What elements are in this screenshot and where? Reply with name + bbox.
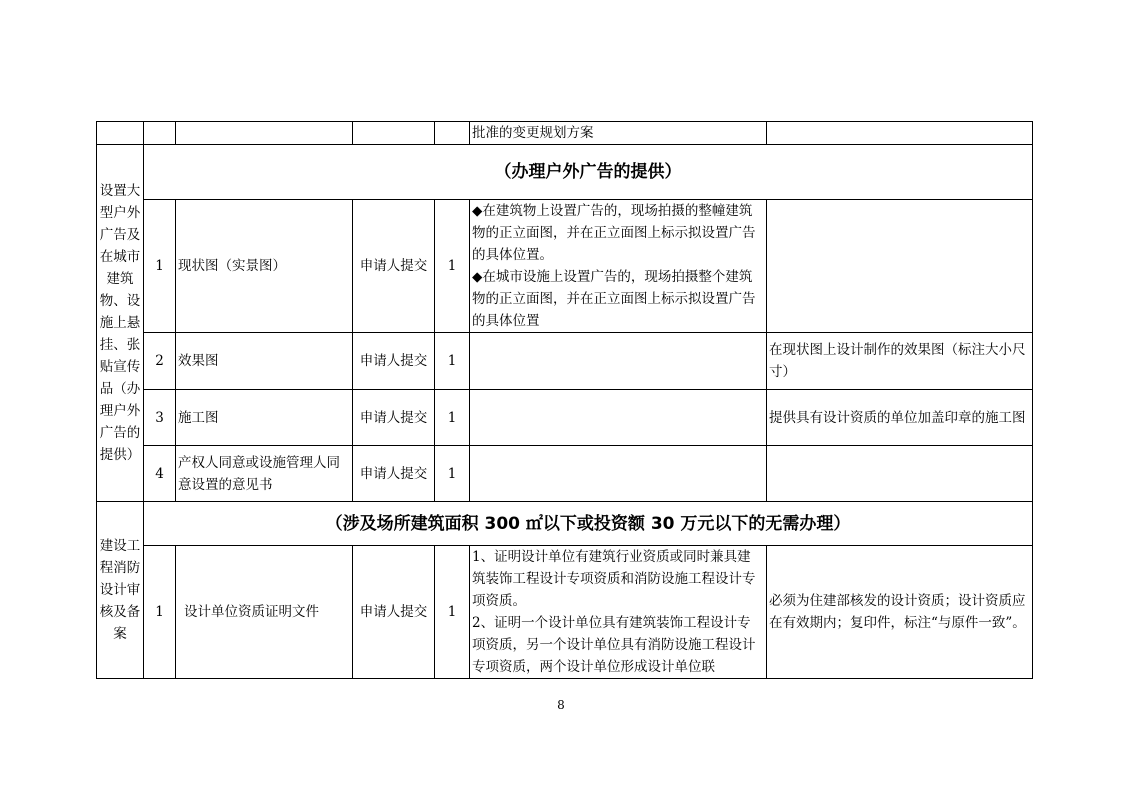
section-header-row — [97, 502, 1033, 546]
material-name: 效果图 — [176, 333, 353, 390]
copy-count: 1 — [435, 200, 470, 333]
row-number: 1 — [144, 200, 176, 333]
material-spec: ◆在建筑物上设置广告的，现场拍摄的整幢建筑物的正立面图，并在正立面图上标示拟设置广告的具体位置。 ◆在城市设施上设置广告的，现场拍摄整个建筑物的正立面图，并在正立面图上标示拟设置广告的具体位置 — [470, 200, 767, 333]
table-row — [97, 546, 1033, 679]
material-spec — [470, 390, 767, 446]
table-row — [97, 200, 1033, 333]
material-note: 必须为住建部核发的设计资质；设计资质应在有效期内；复印件，标注“与原件一致”。 — [767, 546, 1033, 679]
material-source: 申请人提交 — [353, 390, 435, 446]
material-source: 申请人提交 — [353, 333, 435, 390]
requirements-table — [96, 121, 1033, 679]
row-number: 4 — [144, 446, 176, 502]
copy-count: 1 — [435, 333, 470, 390]
material-note — [767, 446, 1033, 502]
page-number: 8 — [557, 698, 565, 712]
copy-count: 1 — [435, 390, 470, 446]
material-note: 在现状图上设计制作的效果图（标注大小尺寸） — [767, 333, 1033, 390]
table-row — [97, 333, 1033, 390]
row-number: 3 — [144, 390, 176, 446]
material-name: 产权人同意或设施管理人同意设置的意见书 — [176, 446, 353, 502]
section-title: （涉及场所建筑面积 300 ㎡以下或投资额 30 万元以下的无需办理） — [144, 502, 1033, 546]
row-number: 2 — [144, 333, 176, 390]
table-row — [97, 390, 1033, 446]
copy-count: 1 — [435, 546, 470, 679]
material-spec: 1、证明设计单位有建筑行业资质或同时兼具建筑装饰工程设计专项资质和消防设施工程设计专项资质。 2、证明一个设计单位具有建筑装饰工程设计专项资质，另一个设计单位具有消防设施工程设计专项资质，两个设计单位形成设计单位联 — [470, 546, 767, 679]
item-name-cell: 建设工程消防设计审核及备案 — [97, 502, 144, 679]
material-note — [767, 200, 1033, 333]
material-source: 申请人提交 — [353, 200, 435, 333]
table-row — [97, 122, 1033, 145]
item-name-cell: 设置大型户外广告及在城市建筑物、设施上悬挂、张贴宣传品（办理户外广告的提供） — [97, 145, 144, 502]
table-row — [97, 446, 1033, 502]
material-spec — [470, 333, 767, 390]
row-number: 1 — [144, 546, 176, 679]
material-name: 设计单位资质证明文件 — [176, 546, 353, 679]
material-note: 提供具有设计资质的单位加盖印章的施工图 — [767, 390, 1033, 446]
material-spec — [470, 446, 767, 502]
material-spec-cell: 批准的变更规划方案 — [470, 122, 767, 145]
section-header-row — [97, 145, 1033, 200]
material-name: 现状图（实景图） — [176, 200, 353, 333]
material-name: 施工图 — [176, 390, 353, 446]
copy-count: 1 — [435, 446, 470, 502]
section-title: （办理户外广告的提供） — [144, 145, 1033, 200]
material-source: 申请人提交 — [353, 446, 435, 502]
material-source: 申请人提交 — [353, 546, 435, 679]
